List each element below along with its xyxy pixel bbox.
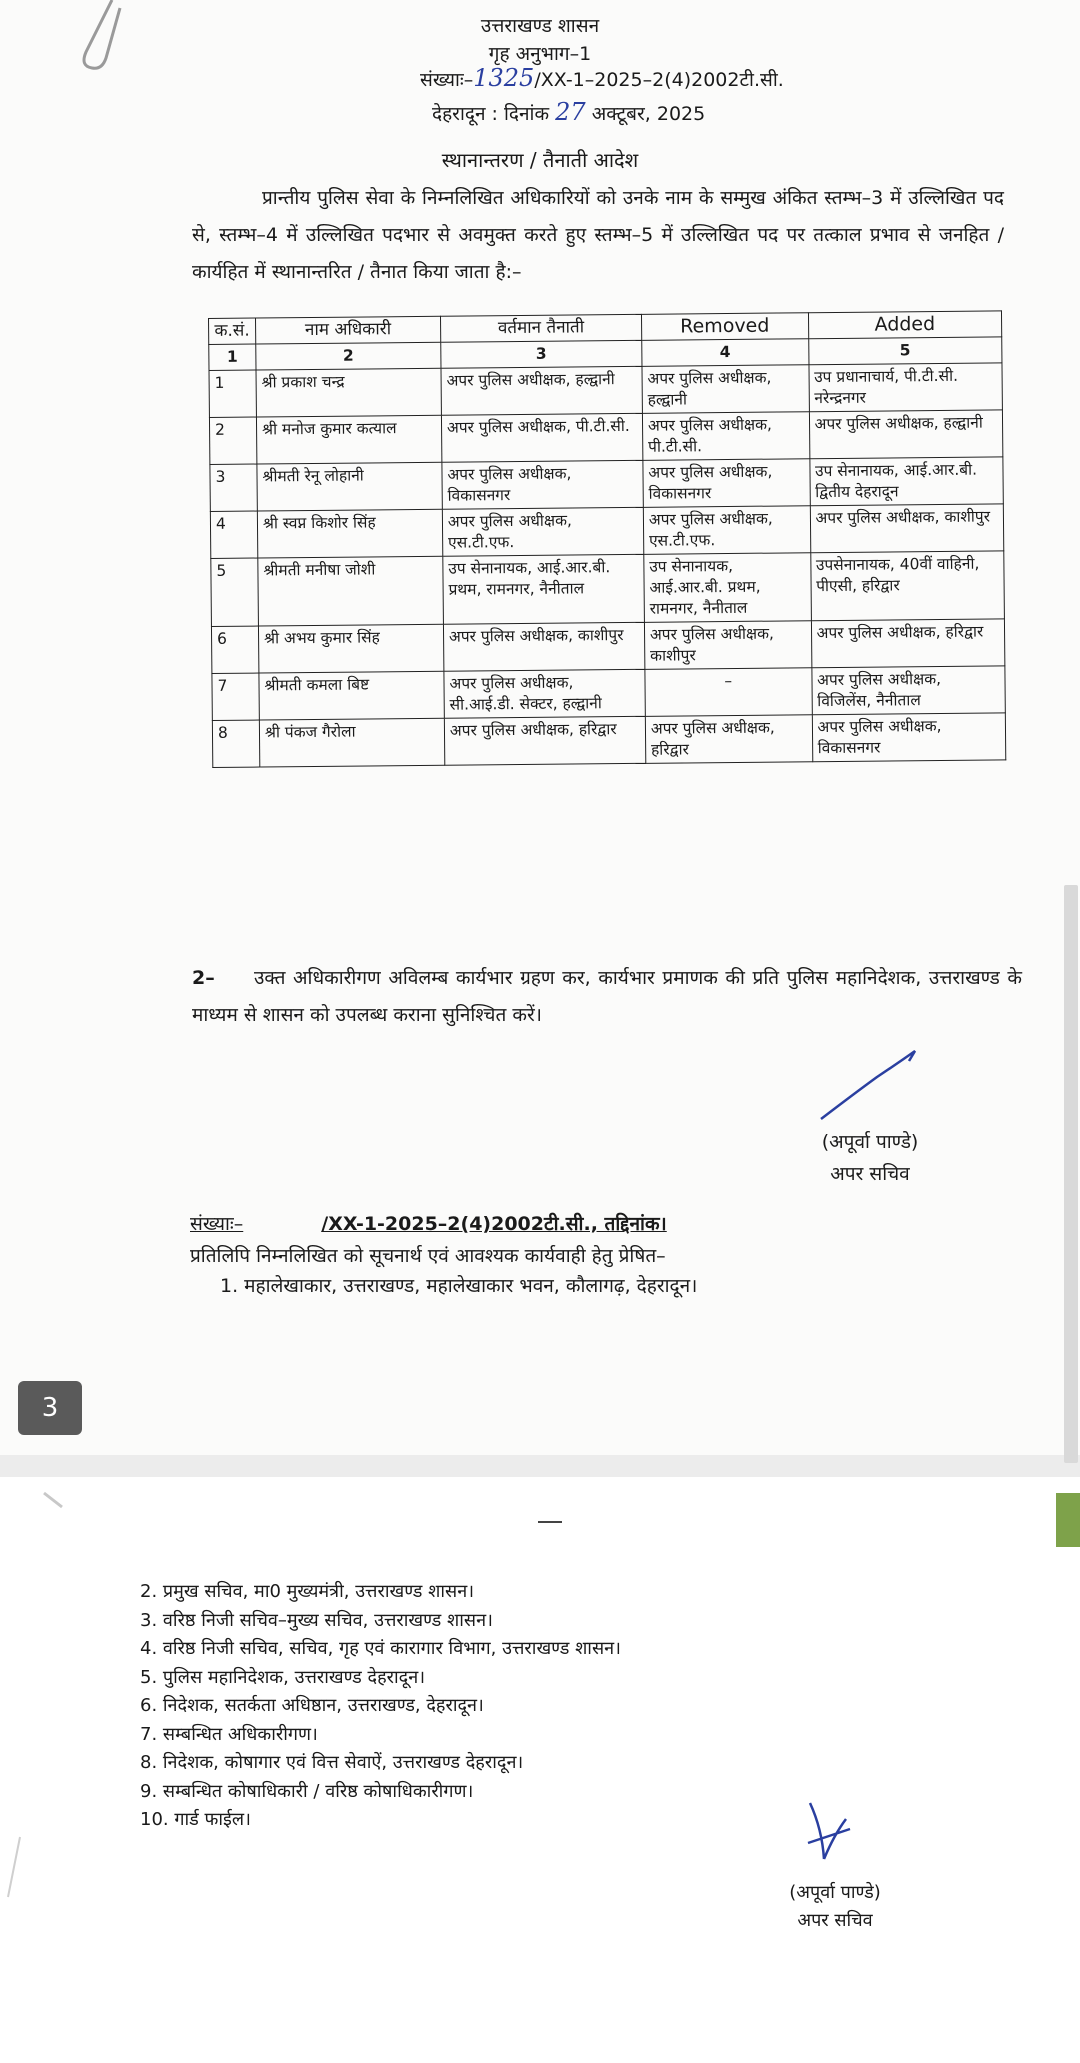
cell-removed: अपर पुलिस अधीक्षक, विकासनगर <box>643 459 810 508</box>
order-date-handwritten: 27 <box>555 98 586 126</box>
cell-current-posting: अपर पुलिस अधीक्षक, विकासनगर <box>442 460 643 509</box>
paragraph-number: 2– <box>192 967 215 989</box>
header-serial: क.सं. <box>209 318 256 344</box>
col-number: 5 <box>808 337 1002 365</box>
cell-removed: उप सेनानायक, आई.आर.बी. प्रथम, रामनगर, नैनीताल <box>644 553 811 623</box>
copy-reference <box>190 1210 667 1236</box>
order-date-prefix: देहरादून : दिनांक <box>432 103 550 125</box>
cell-added: अपर पुलिस अधीक्षक, काशीपुर <box>810 504 1004 553</box>
list-item: 6. निदेशक, सतर्कता अधिष्ठान, उत्तराखण्ड, देहरादून। <box>140 1695 484 1716</box>
order-title: स्थानान्तरण / तैनाती आदेश <box>441 148 639 172</box>
signature-mark <box>800 1799 860 1865</box>
cell-added: उपसेनानायक, 40वीं वाहिनी, पीएसी, हरिद्वार <box>810 551 1004 621</box>
list-item: 10. गार्ड फाईल। <box>140 1809 251 1830</box>
copy-list-item: 1. महालेखाकार, उत्तराखण्ड, महालेखाकार भवन, कौलागढ़, देहरादून। <box>220 1275 698 1297</box>
header-officer-name: नाम अधिकारी <box>255 316 440 344</box>
intro-paragraph <box>192 180 1004 291</box>
order-date <box>432 98 705 126</box>
copy-number-label: संख्याः– <box>190 1213 244 1235</box>
cell-removed: अपर पुलिस अधीक्षक, हल्द्वानी <box>642 365 809 414</box>
background-leaf <box>1056 1493 1080 1547</box>
list-item: 9. सम्बन्धित कोषाधिकारी / वरिष्ठ कोषाधिकारीगण। <box>140 1780 474 1802</box>
document-page-2 <box>0 1477 1080 2063</box>
cell-added: अपर पुलिस अधीक्षक, हरिद्वार <box>811 619 1005 668</box>
cell-current-posting: अपर पुलिस अधीक्षक, पी.टी.सी. <box>441 413 642 462</box>
cell-added: उप सेनानायक, आई.आर.बी. द्वितीय देहरादून <box>809 457 1003 506</box>
section-heading: गृह अनुभाग–1 <box>488 43 592 65</box>
table-row <box>209 363 1002 418</box>
cell-officer-name: श्री अभय कुमार सिंह <box>258 624 443 673</box>
page-top-dash <box>538 1521 562 1523</box>
cell-serial: 4 <box>210 511 257 558</box>
col-number: 3 <box>441 340 642 368</box>
page-separator <box>0 1455 1080 1477</box>
signatory-name: (अपूर्वा पाण्डे) <box>789 1882 881 1903</box>
cell-added: उप प्रधानाचार्य, पी.टी.सी. नरेन्द्रनगर <box>809 363 1003 412</box>
cell-officer-name: श्री पंकज गैरोला <box>259 718 444 767</box>
cell-added: अपर पुलिस अधीक्षक, विकासनगर <box>812 713 1006 762</box>
cell-serial: 6 <box>211 626 258 673</box>
transfer-table <box>208 310 1006 768</box>
cell-removed: अपर पुलिस अधीक्षक, पी.टी.सी. <box>642 412 809 461</box>
copy-number-ref: /XX-1-2025–2(4)2002टी.सी., तद्दिनांक। <box>321 1213 667 1235</box>
cell-current-posting: अपर पुलिस अधीक्षक, काशीपुर <box>443 622 644 671</box>
cell-serial: 3 <box>210 464 257 511</box>
col-number: 4 <box>642 339 809 367</box>
col-number: 1 <box>209 344 256 370</box>
list-item: 2. प्रमुख सचिव, मा0 मुख्यमंत्री, उत्तराखण्ड शासन। <box>140 1581 475 1602</box>
cell-officer-name: श्री प्रकाश चन्द्र <box>256 368 441 417</box>
cell-serial: 2 <box>209 417 256 464</box>
cell-officer-name: श्रीमती मनीषा जोशी <box>258 556 444 626</box>
cell-serial: 8 <box>212 720 259 767</box>
instruction-text: उक्त अधिकारीगण अविलम्ब कार्यभार ग्रहण कर, कार्यभार प्रमाणक की प्रति पुलिस महानिदेशक, उत्तराखण्ड के माध्यम से शासन को उपलब्ध कराना सुनिश्चित करें। <box>192 967 1022 1026</box>
page-number-badge: 3 <box>18 1381 82 1435</box>
cell-officer-name: श्री स्वप्न किशोर सिंह <box>257 509 442 558</box>
list-item: 4. वरिष्ठ निजी सचिव, सचिव, गृह एवं कारागार विभाग, उत्तराखण्ड शासन। <box>140 1638 621 1659</box>
distribution-list <box>140 1578 621 1835</box>
header-removed: Removed <box>641 313 808 341</box>
cell-added: अपर पुलिस अधीक्षक, हल्द्वानी <box>809 410 1003 459</box>
cell-current-posting: अपर पुलिस अधीक्षक, एस.टी.एफ. <box>442 507 643 556</box>
header-added: Added <box>808 311 1002 339</box>
list-item: 8. निदेशक, कोषागार एवं वित्त सेवाऐं, उत्तराखण्ड देहरादून। <box>140 1752 524 1773</box>
cell-serial: 1 <box>209 370 256 417</box>
order-number <box>420 64 784 92</box>
order-number-handwritten: 1325 <box>473 64 535 92</box>
instruction-paragraph <box>192 960 1022 1034</box>
cell-current-posting: अपर पुलिस अधीक्षक, सी.आई.डी. सेक्टर, हल्द्वानी <box>444 669 645 718</box>
cell-officer-name: श्रीमती रेनू लोहानी <box>257 462 442 511</box>
table-row <box>212 713 1005 768</box>
list-item: 7. सम्बन्धित अधिकारीगण। <box>140 1723 318 1745</box>
list-item: 3. वरिष्ठ निजी सचिव–मुख्य सचिव, उत्तराखण्ड शासन। <box>140 1609 493 1631</box>
signature-mark <box>815 1045 925 1125</box>
cell-officer-name: श्री मनोज कुमार कत्याल <box>256 415 441 464</box>
table-row <box>210 504 1003 559</box>
col-number: 2 <box>256 342 441 370</box>
intro-text: प्रान्तीय पुलिस सेवा के निम्नलिखित अधिकारियों को उनके नाम के सम्मुख अंकित स्तम्भ–3 में उल्लिखित पद से, स्तम्भ–4 में उल्लिखित पदभार से अवमुक्त करते हुए स्तम्भ–5 में उल्लिखित पद पर तत्काल प्रभाव से जनहित / कार्यहित में स्थानान्तरित / तैनात किया जाता है:– <box>192 187 1004 283</box>
table-row <box>209 410 1002 465</box>
cell-current-posting: अपर पुलिस अधीक्षक, हरिद्वार <box>444 716 645 765</box>
cell-removed: – <box>645 668 812 717</box>
cell-removed: अपर पुलिस अधीक्षक, एस.टी.एफ. <box>643 506 810 555</box>
cell-serial: 5 <box>211 558 259 626</box>
copy-intro: प्रतिलिपि निम्नलिखित को सूचनार्थ एवं आवश्यक कार्यवाही हेतु प्रेषित– <box>190 1245 666 1267</box>
cell-officer-name: श्रीमती कमला बिष्ट <box>259 671 444 720</box>
order-number-ref: /XX-1–2025–2(4)2002टी.सी. <box>534 69 784 91</box>
cell-removed: अपर पुलिस अधीक्षक, काशीपुर <box>644 621 811 670</box>
signatory-title: अपर सचिव <box>830 1163 910 1185</box>
table-row <box>212 666 1005 721</box>
signatory-name: (अपूर्वा पाण्डे) <box>821 1131 919 1153</box>
scrollbar[interactable] <box>1064 885 1078 1463</box>
scan-edge-mark <box>0 1477 80 2037</box>
order-date-suffix: अक्टूबर, 2025 <box>591 103 706 125</box>
order-number-label: संख्याः– <box>420 69 474 91</box>
list-item: 5. पुलिस महानिदेशक, उत्तराखण्ड देहरादून। <box>140 1666 426 1688</box>
cell-current-posting: अपर पुलिस अधीक्षक, हल्द्वानी <box>441 366 642 415</box>
cell-current-posting: उप सेनानायक, आई.आर.बी. प्रथम, रामनगर, नैनीताल <box>443 554 645 624</box>
table-row <box>210 457 1003 512</box>
table-row <box>211 619 1004 674</box>
signatory-title: अपर सचिव <box>797 1910 873 1931</box>
department-heading: उत्तराखण्ड शासन <box>480 15 600 37</box>
cell-serial: 7 <box>212 673 259 720</box>
table-row <box>211 551 1005 627</box>
header-current-posting: वर्तमान तैनाती <box>440 314 641 342</box>
cell-added: अपर पुलिस अधीक्षक, विजिलेंस, नैनीताल <box>811 666 1005 715</box>
cell-removed: अपर पुलिस अधीक्षक, हरिद्वार <box>645 715 812 764</box>
